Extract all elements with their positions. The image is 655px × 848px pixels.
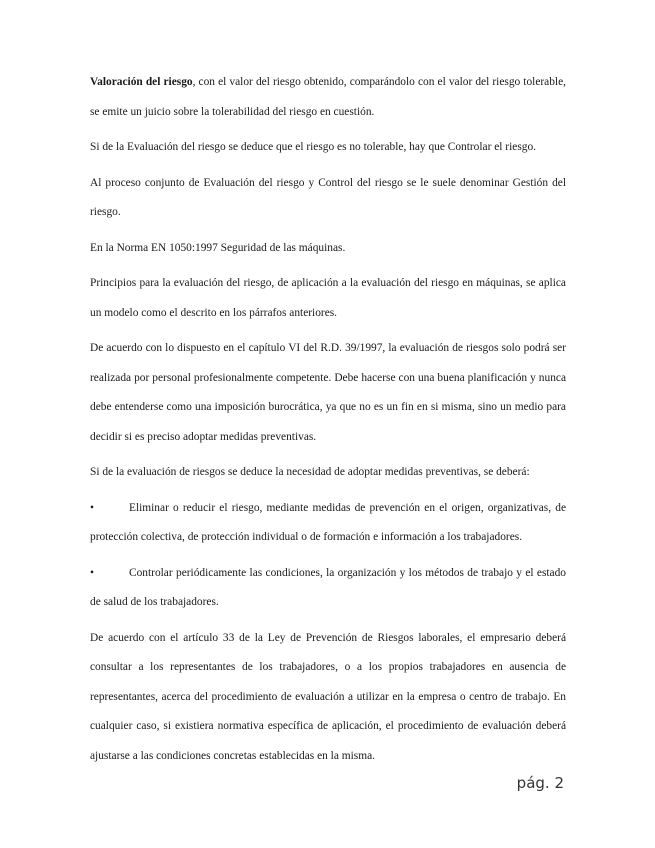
bullet-icon: • (90, 501, 94, 514)
bullet-item-eliminate (90, 494, 566, 553)
paragraph-risk-management: Al proceso conjunto de Evaluación del riesgo y Control del riesgo se le suele denominar Gestión del riesgo. (90, 176, 566, 218)
paragraph-rd-39-1997: De acuerdo con lo dispuesto en el capítulo VI del R.D. 39/1997, la evaluación de riesgos solo podrá ser realizada por personal profesionalmente competente. Debe hacerse con una buena planificación y nunca debe entenderse como una imposición burocrática, ya que no es un fin en si misma, sino un medio para decidir si es preciso adoptar medidas preventivas. (90, 342, 566, 443)
paragraph-principles: Principios para la evaluación del riesgo, de aplicación a la evaluación del riesgo en máquinas, se aplica un modelo como el descrito en los párrafos anteriores. (90, 277, 566, 319)
paragraph-article-33: De acuerdo con el artículo 33 de la Ley de Prevención de Riesgos laborales, el empresario deberá consultar a los representantes de los trabajadores, o a los propios trabajadores en ausencia de representantes, acerca del procedimiento de evaluación a utilizar en la empresa o centro de trabajo. En cualquier caso, si existiera normativa específica de aplicación, el procedimiento de evaluación deberá ajustarse a las condiciones concretas establecidas en la misma. (90, 631, 566, 762)
bullet-text: Controlar periódicamente las condiciones, la organización y los métodos de trabajo y el estado de salud de los trabajadores. (90, 566, 566, 608)
paragraph-norm-reference: En la Norma EN 1050:1997 Seguridad de las máquinas. (90, 241, 346, 254)
bullet-icon: • (90, 566, 94, 579)
paragraph-risk-valuation (90, 68, 566, 127)
risk-valuation-text: , con el valor del riesgo obtenido, comparándolo con el valor del riesgo tolerable, se emite un juicio sobre la tolerabilidad del riesgo en cuestión. (90, 76, 567, 118)
document-body (90, 68, 566, 771)
paragraph-risk-control: Si de la Evaluación del riesgo se deduce que el riesgo es no tolerable, hay que Controlar el riesgo. (90, 141, 536, 153)
bullet-text: Eliminar o reducir el riesgo, mediante medidas de prevención en el origen, organizativas, de protección colectiva, de protección individual o de formación e información a los trabajadores. (90, 501, 566, 543)
paragraph-preventive-measures: Si de la evaluación de riesgos se deduce la necesidad de adoptar medidas preventivas, se deberá: (90, 466, 530, 478)
page-number: pág. 2 (516, 774, 564, 792)
bullet-item-control (90, 559, 566, 618)
risk-valuation-term: Valoración del riesgo (90, 76, 193, 88)
